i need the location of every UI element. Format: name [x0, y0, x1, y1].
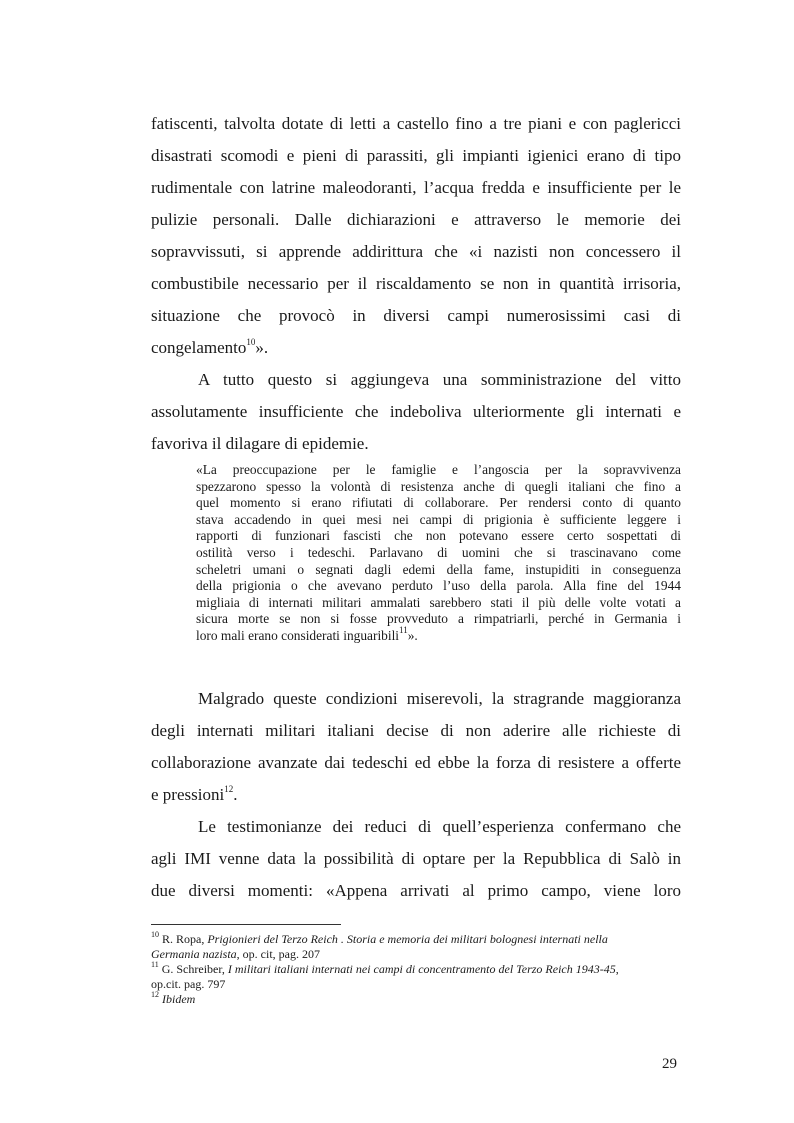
footnote-number: 10 — [151, 930, 159, 939]
footnote-10 — [151, 932, 691, 947]
quote-line: sicura morte se non si fosse provveduto a rimpatriarli, perché in Germania i — [196, 611, 681, 627]
text-line: degli internati militari italiani decise di non aderire alle richieste di — [151, 721, 681, 740]
footnote-10-cont — [151, 947, 691, 962]
footnote-11 — [151, 962, 691, 977]
footnote-author: G. Schreiber, — [158, 962, 228, 976]
quote-line: scheletri umani o segnati dagli edemi della fame, instupiditi in conseguenza — [196, 561, 681, 577]
quote-line: ostilità verso i tedeschi. Parlavano di uomini che si trascinavano come — [196, 544, 681, 560]
text-line: disastrati scomodi e pieni di parassiti, gli impianti igienici erano di tipo — [151, 146, 681, 165]
text-line: situazione che provocò in diversi campi numerosissimi casi di — [151, 306, 681, 325]
text-line: Malgrado queste condizioni miserevoli, la stragrande maggioranza — [198, 689, 681, 708]
text-line: favoriva il dilagare di epidemie. — [151, 434, 369, 453]
paragraph-3 — [151, 683, 681, 811]
quote-line: rapporti di funzionari fascisti che non potevano essere certo sospettati di — [196, 528, 681, 544]
footnote-author: R. Ropa, — [159, 932, 208, 946]
text-line: pulizie personali. Dalle dichiarazioni e attraverso le memorie dei — [151, 210, 681, 229]
footnote-punct: , — [615, 962, 619, 976]
footnote-title: I militari italiani internati nei campi di concentramento del Terzo Reich 1943-45 — [227, 962, 616, 976]
footnote-separator — [151, 924, 341, 925]
text-line: sopravvissuti, si apprende addirittura che «i nazisti non concessero il — [151, 242, 681, 261]
footnote-rest: , op. cit, pag. 207 — [236, 947, 320, 961]
paragraph-1 — [151, 108, 681, 364]
quote-line: migliaia di internati militari ammalati sarebbero stati il più delle volte votati a — [196, 594, 681, 610]
footnote-11-cont: op.cit. pag. 797 — [151, 977, 226, 991]
text-span: loro mali erano considerati inguaribili — [196, 627, 400, 643]
text-span: . — [233, 785, 238, 804]
text-span: e pressioni — [151, 785, 225, 804]
footnote-title: Ibidem — [159, 992, 196, 1006]
text-line: due diversi momenti: «Appena arrivati al primo campo, viene loro — [151, 881, 681, 900]
text-line: assolutamente insufficiente che indeboliva ulteriormente gli internati e — [151, 402, 681, 421]
footnote-ref[interactable]: 11 — [399, 625, 408, 636]
text-line: rudimentale con latrine maleodoranti, l’acqua fredda e insufficiente per le — [151, 178, 681, 197]
footnote-number: 12 — [151, 990, 159, 999]
quote-line: della prigionia o che avevano perduto l’uso della parola. Alla fine del 1944 — [196, 578, 681, 594]
quote-line — [196, 625, 681, 645]
text-line — [151, 332, 681, 364]
text-span: ». — [407, 627, 418, 643]
footnotes — [151, 932, 691, 1007]
text-span: ». — [255, 338, 269, 357]
paragraph-4 — [151, 811, 681, 907]
footnote-ref[interactable]: 12 — [224, 784, 234, 795]
quote-line: spezzarono spesso la volontà di resistenza anche di quegli italiani che fino a — [196, 478, 681, 494]
paragraph-2 — [151, 364, 681, 460]
footnote-number: 11 — [151, 960, 159, 969]
text-line: A tutto questo si aggiungeva una somministrazione del vitto — [198, 370, 681, 389]
text-line — [151, 779, 681, 811]
footnote-title: Prigionieri del Terzo Reich . Storia e memoria dei militari bolognesi internati nella — [207, 932, 608, 946]
block-quote — [196, 462, 681, 645]
page-number: 29 — [662, 1056, 677, 1072]
quote-line: «La preoccupazione per le famiglie e l’angoscia per la sopravvivenza — [196, 462, 681, 477]
footnote-ref[interactable]: 10 — [246, 337, 256, 348]
text-line: Le testimonianze dei reduci di quell’esperienza confermano che — [198, 817, 681, 836]
text-line: collaborazione avanzate dai tedeschi ed ebbe la forza di resistere a offerte — [151, 753, 681, 772]
text-line: combustibile necessario per il riscaldamento se non in quantità irrisoria, — [151, 274, 681, 293]
footnote-title: Germania nazista — [151, 947, 237, 961]
text-line: agli IMI venne data la possibilità di optare per la Repubblica di Salò in — [151, 849, 681, 868]
footnote-12 — [151, 992, 691, 1007]
quote-line: stava accadendo in quei mesi nei campi di prigionia è sufficiente leggere i — [196, 511, 681, 527]
text-span: congelamento — [151, 338, 247, 357]
text-line: fatiscenti, talvolta dotate di letti a castello fino a tre piani e con paglericci — [151, 114, 681, 133]
quote-line: quel momento si erano rifiutati di collaborare. Per rendersi conto di quanto — [196, 495, 681, 511]
